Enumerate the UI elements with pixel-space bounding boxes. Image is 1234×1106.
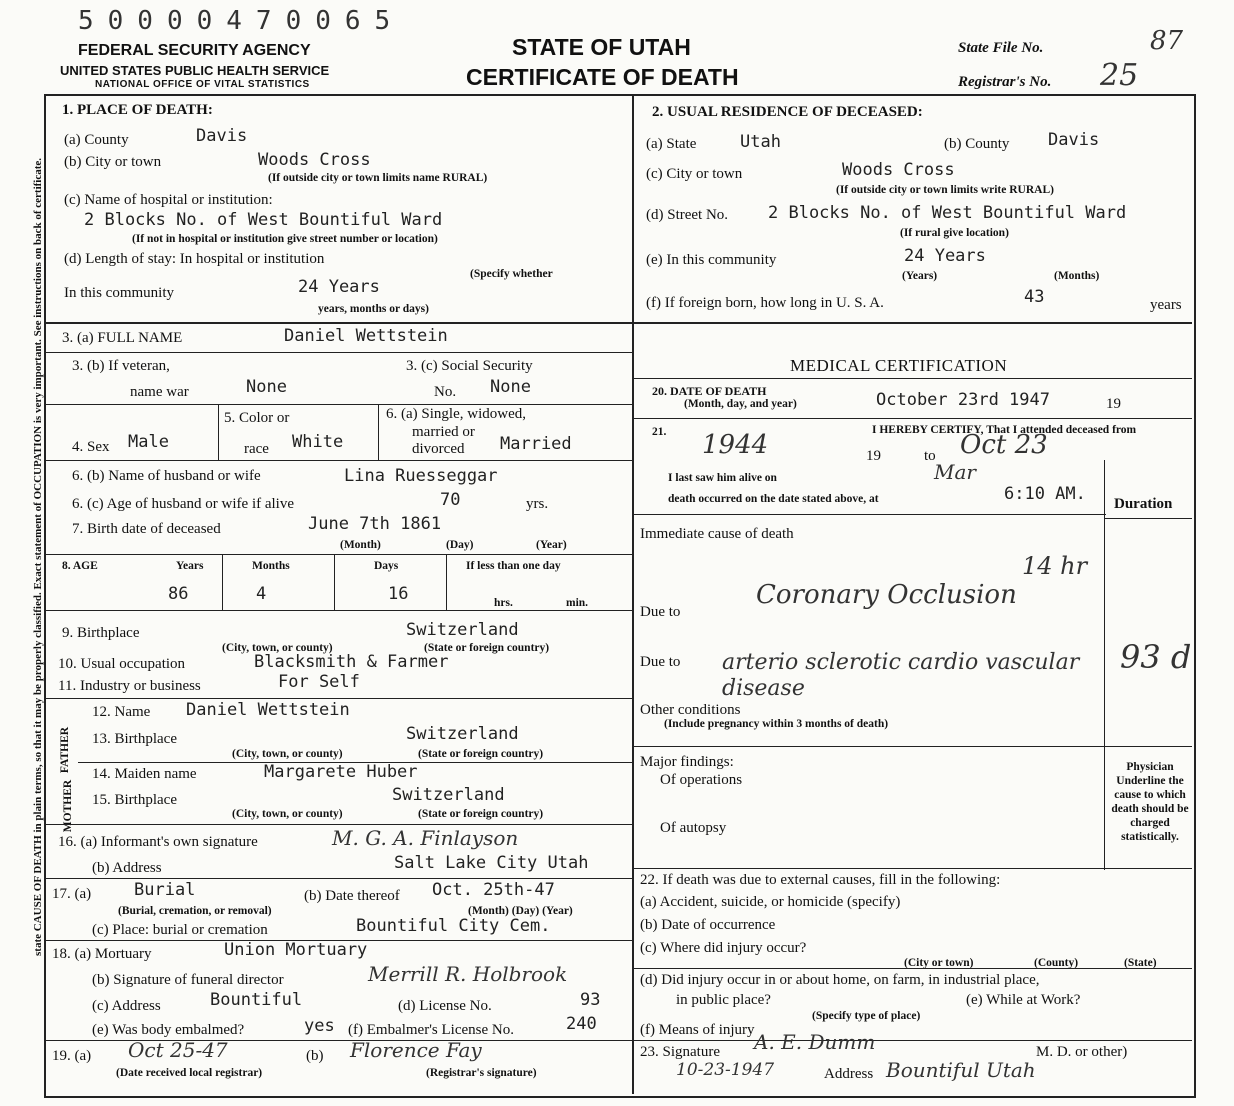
state-file-label: State File No. <box>958 40 1044 56</box>
pod-stay-label: (d) Length of stay: In hospital or institution <box>64 251 325 267</box>
duration-label: Duration <box>1114 496 1173 512</box>
res-street-value: 2 Blocks No. of West Bountiful Ward <box>768 203 1127 223</box>
death-time-value: 6:10 AM. <box>1004 484 1086 504</box>
res-county-value: Davis <box>1048 130 1100 150</box>
father-birth-note-1: (City, town, or county) <box>232 748 343 760</box>
full-name-value: Daniel Wettstein <box>284 326 448 346</box>
res-months-note: (Months) <box>1054 270 1100 282</box>
burial-place-label: (c) Place: burial or cremation <box>92 922 268 938</box>
death-date-label: 20. DATE OF DEATH <box>652 384 767 398</box>
registrar-sig-label: (b) <box>306 1048 324 1064</box>
spouse-age-value: 70 <box>440 490 461 510</box>
signature-md-label: M. D. or other) <box>1036 1044 1128 1060</box>
office-name: NATIONAL OFFICE OF VITAL STATISTICS <box>95 79 310 90</box>
age-label: 8. AGE <box>62 560 98 572</box>
mother-name-value: Margarete Huber <box>264 762 418 782</box>
pod-county-value: Davis <box>196 126 248 146</box>
address-23-value: Bountiful Utah <box>886 1058 1036 1082</box>
death-date-value: October 23rd 1947 <box>876 390 1050 410</box>
autopsy-label: Of autopsy <box>660 820 727 836</box>
burial-date-label: (b) Date thereof <box>304 888 400 904</box>
agency-name: FEDERAL SECURITY AGENCY <box>78 42 311 59</box>
age-years-value: 86 <box>168 584 189 604</box>
age-hrs-label: hrs. <box>494 597 513 609</box>
duration-divider <box>1104 460 1105 870</box>
external-c: (c) Where did injury occur? <box>640 940 807 956</box>
marital-value: Married <box>500 434 572 454</box>
age-months-label: Months <box>252 560 290 572</box>
res-city-note: (If outside city or town limits write RURAL) <box>836 184 1054 196</box>
duration-top-line <box>1104 518 1192 519</box>
signature-23-label: 23. Signature <box>640 1044 720 1060</box>
last-saw-label: I last saw him alive on <box>668 472 777 484</box>
res-foreign-value: 43 <box>1024 287 1045 307</box>
burial-method-note: (Burial, cremation, or removal) <box>118 905 272 917</box>
embalmed-value: yes <box>304 1016 335 1036</box>
res-community-value: 24 Years <box>904 246 986 266</box>
father-side-label: FATHER <box>59 726 72 774</box>
sex-race-divider <box>218 404 219 460</box>
birthplace-label: 9. Birthplace <box>62 625 140 641</box>
mortuary-address-value: Bountiful <box>210 990 303 1010</box>
res-state-label: (a) State <box>646 136 697 152</box>
mother-birth-value: Switzerland <box>392 785 505 805</box>
birth-year-note: (Year) <box>536 539 567 551</box>
pod-hospital-note: (If not in hospital or institution give street number or location) <box>132 233 438 245</box>
operations-label: Of operations <box>660 772 743 788</box>
mother-birth-label: 15. Birthplace <box>92 792 177 808</box>
serial-number: 50000470065 <box>78 6 405 36</box>
industry-value: For Self <box>278 672 360 692</box>
veteran-value: None <box>246 377 287 397</box>
mother-side-label: MOTHER <box>62 779 75 833</box>
external-f: (f) Means of injury <box>640 1022 755 1038</box>
mother-row-divider <box>46 824 632 825</box>
external-e: (e) While at Work? <box>966 992 1081 1008</box>
ssn-label: 3. (c) Social Security <box>406 358 533 374</box>
age-years-label: Years <box>176 560 204 572</box>
top-section-divider <box>46 322 1192 324</box>
informant-signature: M. G. A. Finlayson <box>332 826 519 850</box>
occurred-label: death occurred on the date stated above, at <box>668 493 879 505</box>
spouse-age-unit: yrs. <box>526 496 549 512</box>
pod-city-value: Woods Cross <box>258 150 371 170</box>
side-instructions: state CAUSE OF DEATH in plain terms, so that it may be properly classified. Exact statement of OCCUPATION is very important. See instructions on back of certificate. <box>32 157 44 956</box>
age-less-label: If less than one day <box>466 560 561 572</box>
registrar-label: Registrar's No. <box>958 74 1052 90</box>
director-label: (b) Signature of funeral director <box>92 972 284 988</box>
death-date-note: (Month, day, and year) <box>684 398 797 410</box>
medical-heading: MEDICAL CERTIFICATION <box>790 356 1008 375</box>
major-findings-label: Major findings: <box>640 754 734 770</box>
mother-name-label: 14. Maiden name <box>92 766 197 782</box>
pod-specify-note: (Specify whether <box>470 268 553 280</box>
age-months-value: 4 <box>256 584 267 604</box>
other-conditions-label: Other conditions <box>640 702 741 718</box>
document-title: CERTIFICATE OF DEATH <box>466 64 739 90</box>
other-conditions-note: (Include pregnancy within 3 months of death) <box>664 718 889 730</box>
physician-signature: A. E. Dumm <box>754 1030 876 1054</box>
race-label: 5. Color or <box>224 410 290 426</box>
veteran-row-divider <box>46 404 632 405</box>
mortuary-address-label: (c) Address <box>92 998 161 1014</box>
external-c-line <box>634 968 1192 969</box>
marital-label-3: divorced <box>412 441 465 457</box>
registrar-sig-note: (Registrar's signature) <box>426 1067 537 1079</box>
immediate-cause-label: Immediate cause of death <box>640 526 794 542</box>
veteran-label-2: name war <box>130 384 189 400</box>
occupation-label: 10. Usual occupation <box>58 656 186 672</box>
due-to-1-label: Due to <box>640 604 681 620</box>
pod-hospital-value: 2 Blocks No. of West Bountiful Ward <box>84 210 443 230</box>
registrar-row-label: 19. (a) <box>52 1048 92 1064</box>
license-label: (d) License No. <box>398 998 492 1014</box>
death-date-line <box>634 418 1192 419</box>
age-days-value: 16 <box>388 584 409 604</box>
external-f-line <box>634 1040 1192 1041</box>
cause-1-duration: 14 hr <box>1022 552 1088 580</box>
external-c-city: (City or town) <box>904 957 974 969</box>
res-foreign-unit: years <box>1150 297 1182 313</box>
pod-city-note: (If outside city or town limits name RURAL) <box>268 172 488 184</box>
res-state-value: Utah <box>740 132 781 152</box>
birthplace-note-2: (State or foreign country) <box>424 642 550 654</box>
res-city-value: Woods Cross <box>842 160 955 180</box>
age-col-3 <box>446 554 447 610</box>
physician-note: Physician Underline the cause to which death should be charged statistically. <box>1111 761 1189 843</box>
external-c-state: (State) <box>1124 957 1157 969</box>
industry-label: 11. Industry or business <box>58 678 201 694</box>
occupation-value: Blacksmith & Farmer <box>254 652 449 672</box>
birth-label: 7. Birth date of deceased <box>72 521 221 537</box>
birth-value: June 7th 1861 <box>308 514 442 534</box>
birth-row-divider <box>46 554 632 555</box>
age-col-1 <box>222 554 223 610</box>
director-signature: Merrill R. Holbrook <box>368 962 568 986</box>
mother-birth-note-1: (City, town, or county) <box>232 808 343 820</box>
mortuary-label: 18. (a) Mortuary <box>52 946 152 962</box>
sex-row-divider <box>46 460 632 461</box>
veteran-label: 3. (b) If veteran, <box>72 358 170 374</box>
address-23-label: Address <box>824 1066 874 1082</box>
state-file-number: 87 <box>1150 26 1184 56</box>
registrar-date-value: Oct 25-47 <box>128 1038 228 1062</box>
res-foreign-label: (f) If foreign born, how long in U. S. A. <box>646 295 884 311</box>
informant-address-value: Salt Lake City Utah <box>394 853 589 873</box>
sex-value: Male <box>128 432 169 452</box>
industry-row-divider <box>46 698 632 699</box>
marital-label-2: married or <box>412 424 475 440</box>
res-years-note: (Years) <box>902 270 938 282</box>
spouse-label: 6. (b) Name of husband or wife <box>72 468 261 484</box>
license-value: 93 <box>580 990 601 1010</box>
signature-date: 10-23-1947 <box>676 1060 775 1080</box>
age-row-divider <box>46 610 632 611</box>
cause-2-value: arterio sclerotic cardio vascular disease <box>722 650 1080 701</box>
attended-from-value: 1944 <box>702 430 769 460</box>
pod-years-note: years, months or days) <box>318 303 429 315</box>
marital-label: 6. (a) Single, widowed, <box>386 406 526 422</box>
attended-19-label: 19 <box>866 448 881 464</box>
pod-community-label: In this community <box>64 285 174 301</box>
due-to-2-label: Due to <box>640 654 681 670</box>
certify-line <box>634 514 1106 515</box>
registrar-number: 25 <box>1100 58 1139 93</box>
medical-heading-line <box>634 378 1192 379</box>
death-date-suffix: 19 <box>1106 396 1121 412</box>
external-heading: 22. If death was due to external causes, fill in the following: <box>640 872 1001 888</box>
attended-to-value: Oct 23 <box>960 430 1048 460</box>
pod-hospital-label: (c) Name of hospital or institution: <box>64 192 273 208</box>
informant-address-label: (b) Address <box>92 860 162 876</box>
res-street-label: (d) Street No. <box>646 207 729 223</box>
birthplace-value: Switzerland <box>406 620 519 640</box>
embalmer-value: 240 <box>566 1014 597 1034</box>
father-name-label: 12. Name <box>92 704 151 720</box>
father-name-value: Daniel Wettstein <box>186 700 350 720</box>
mother-birth-note-2: (State or foreign country) <box>418 808 544 820</box>
birth-day-note: (Day) <box>446 539 474 551</box>
external-a: (a) Accident, suicide, or homicide (specify) <box>640 894 901 910</box>
external-c-county: (County) <box>1034 957 1079 969</box>
last-saw-value: Mar <box>934 460 976 484</box>
ssn-value: None <box>490 377 531 397</box>
external-d2: in public place? <box>676 992 771 1008</box>
cause-2-duration: 93 d <box>1120 638 1192 676</box>
service-name: UNITED STATES PUBLIC HEALTH SERVICE <box>60 63 330 78</box>
embalmer-label: (f) Embalmer's License No. <box>348 1022 514 1038</box>
burial-label: 17. (a) <box>52 886 92 902</box>
res-community-label: (e) In this community <box>646 252 777 268</box>
informant-row-divider <box>46 878 632 879</box>
spouse-age-label: 6. (c) Age of husband or wife if alive <box>72 496 295 512</box>
father-birth-value: Switzerland <box>406 724 519 744</box>
registrar-date-note: (Date received local registrar) <box>116 1067 263 1079</box>
name-row-divider <box>46 352 632 353</box>
race-marital-divider <box>378 404 379 460</box>
external-d-note: (Specify type of place) <box>812 1010 921 1022</box>
res-city-label: (c) City or town <box>646 166 743 182</box>
birth-month-note: (Month) <box>340 539 381 551</box>
ssn-label-2: No. <box>434 384 457 400</box>
external-d: (d) Did injury occur in or about home, on farm, in industrial place, <box>640 972 1040 988</box>
pod-county-label: (a) County <box>64 132 129 148</box>
father-birth-label: 13. Birthplace <box>92 731 177 747</box>
cause-1-value: Coronary Occlusion <box>756 580 1017 610</box>
res-street-note: (If rural give location) <box>900 227 1009 239</box>
full-name-label: 3. (a) FULL NAME <box>62 330 183 346</box>
medical-bottom-line <box>634 868 1192 869</box>
sex-label: 4. Sex <box>72 439 110 455</box>
father-birth-note-2: (State or foreign country) <box>418 748 544 760</box>
pod-community-value: 24 Years <box>298 277 380 297</box>
certify-number: 21. <box>652 426 667 438</box>
attended-to-label: to <box>924 448 936 464</box>
mortuary-name-value: Union Mortuary <box>224 940 368 960</box>
burial-place-value: Bountiful City Cem. <box>356 916 551 936</box>
age-col-2 <box>334 554 335 610</box>
center-divider <box>632 96 634 1094</box>
registrar-signature: Florence Fay <box>350 1038 482 1062</box>
burial-date-note: (Month) (Day) (Year) <box>468 905 573 917</box>
other-conditions-line <box>634 746 1192 747</box>
embalmed-label: (e) Was body embalmed? <box>92 1022 245 1038</box>
age-days-label: Days <box>374 560 399 572</box>
certify-text: I HEREBY CERTIFY, That I attended deceased from <box>872 424 1137 436</box>
birthplace-note-1: (City, town, or county) <box>222 642 333 654</box>
res-county-label: (b) County <box>944 136 1010 152</box>
residence-heading: 2. USUAL RESIDENCE OF DECEASED: <box>652 104 923 120</box>
pod-city-label: (b) City or town <box>64 154 162 170</box>
informant-sig-label: 16. (a) Informant's own signature <box>58 834 258 850</box>
place-of-death-heading: 1. PLACE OF DEATH: <box>62 102 213 118</box>
race-label-2: race <box>244 441 269 457</box>
state-title: STATE OF UTAH <box>512 34 691 60</box>
burial-method-value: Burial <box>134 880 196 900</box>
age-min-label: min. <box>566 597 589 609</box>
external-b: (b) Date of occurrence <box>640 917 776 933</box>
burial-date-value: Oct. 25th-47 <box>432 880 555 900</box>
spouse-value: Lina Ruesseggar <box>344 466 498 486</box>
race-value: White <box>292 432 344 452</box>
